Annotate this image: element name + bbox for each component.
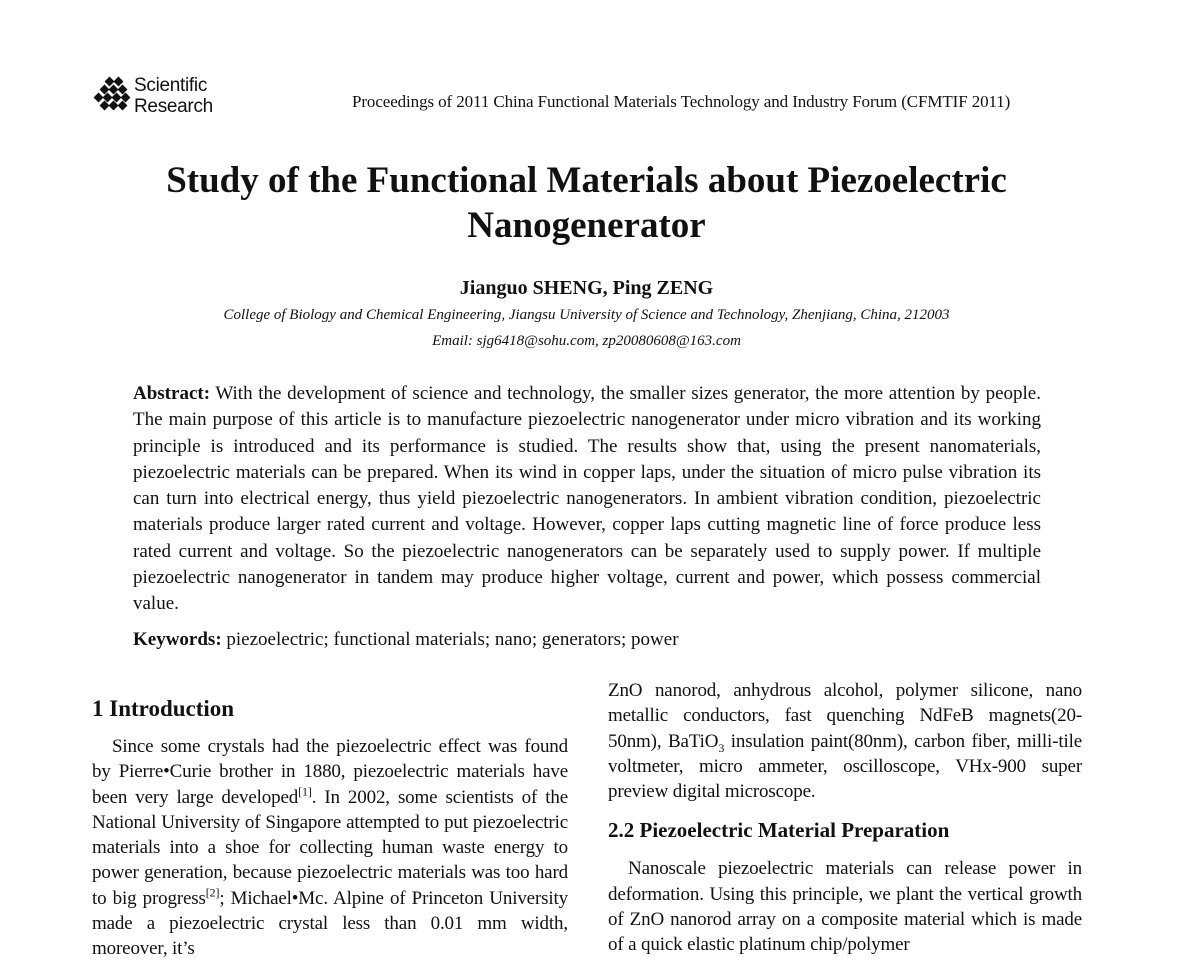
right-column xyxy=(608,678,1082,958)
email: Email: sjg6418@sohu.com, zp20080608@163.com xyxy=(432,333,741,349)
intro-text-b: . In 2002, some scientists of the National University of Singapore attempted to put piezoelectric materials into a shoe for collecting human waste energy to power generation, because piezoelectric materials was too hard to big progress xyxy=(92,786,569,909)
materials-text-b: insulation paint(80nm), carbon fiber, milli-tile voltmeter, micro ammeter, oscilloscope, VHx-900 super preview digital microscope. xyxy=(608,730,1082,803)
citation-ref-2[interactable]: [2] xyxy=(205,885,220,900)
logo-line-2: Research xyxy=(134,96,213,117)
preparation-paragraph: Nanoscale piezoelectric materials can release power in deformation. Using this principle, we plant the vertical growth of ZnO nanorod array on a composite material which is made of a quick elastic platinum chip/polymer xyxy=(608,858,1082,956)
title-line-2: Nanogenerator xyxy=(467,205,706,246)
introduction-paragraph xyxy=(92,734,568,962)
materials-text-a: ZnO nanorod, anhydrous alcohol, polymer silicone, nano metallic conductors, fast quenching NdFeB magnets(20-50nm), BaTiO xyxy=(608,680,1082,752)
abstract xyxy=(133,381,1041,618)
intro-text-c: ; Michael•Mc. Alpine of Princeton University made a piezoelectric crystal less than 0.01 mm width, moreover, it’s xyxy=(92,887,568,960)
affiliation: College of Biology and Chemical Engineering, Jiangsu University of Science and Technology, Zhenjiang, China, 212003 xyxy=(223,307,950,323)
left-column xyxy=(92,694,568,962)
keywords-label: Keywords: xyxy=(133,629,222,650)
title-line-1: Study of the Functional Materials about Piezoelectric xyxy=(166,160,1007,201)
section-heading-introduction: 1 Introduction xyxy=(92,696,235,721)
logo-line-1: Scientific xyxy=(134,75,208,96)
materials-subscript: 3 xyxy=(718,740,725,755)
materials-paragraph xyxy=(608,678,1082,804)
keywords xyxy=(133,629,679,651)
publisher-logo xyxy=(92,74,213,118)
keywords-text: piezoelectric; functional materials; nano; generators; power xyxy=(226,629,679,650)
proceedings-header: Proceedings of 2011 China Functional Materials Technology and Industry Forum (CFMTIF 2011) xyxy=(352,92,1011,111)
authors: Jianguo SHENG, Ping ZENG xyxy=(459,277,714,299)
logo-text xyxy=(134,75,213,117)
abstract-text: With the development of science and technology, the smaller sizes generator, the more attention by people. The main purpose of this article is to manufacture piezoelectric nanogenerator under micro vibration and its working principle is introduced and its performance is studied. The results show that, using the present nanomaterials, piezoelectric materials can be prepared. When its wind in copper laps, under the situation of micro pulse vibration its can turn into electrical energy, thus yield piezoelectric nanogenerators. In ambient vibration condition, piezoelectric materials produce larger rated current and voltage. However, copper laps cutting magnetic line of force produce less rated current and voltage. So the piezoelectric nanogenerators can be separately used to supply power. If multiple piezoelectric nanogenerator in tandem may produce higher voltage, current and power, which possess commercial value. xyxy=(133,383,1041,615)
intro-text-a: Since some crystals had the piezoelectric effect was found by Pierre•Curie brother in 1880, piezoelectric materials have been very large developed xyxy=(92,736,568,808)
logo-diamonds-icon xyxy=(92,74,132,118)
citation-ref-1[interactable]: [1] xyxy=(298,784,312,799)
paper-title xyxy=(0,158,1173,248)
section-heading-preparation: 2.2 Piezoelectric Material Preparation xyxy=(608,818,950,843)
abstract-label: Abstract: xyxy=(133,383,211,404)
